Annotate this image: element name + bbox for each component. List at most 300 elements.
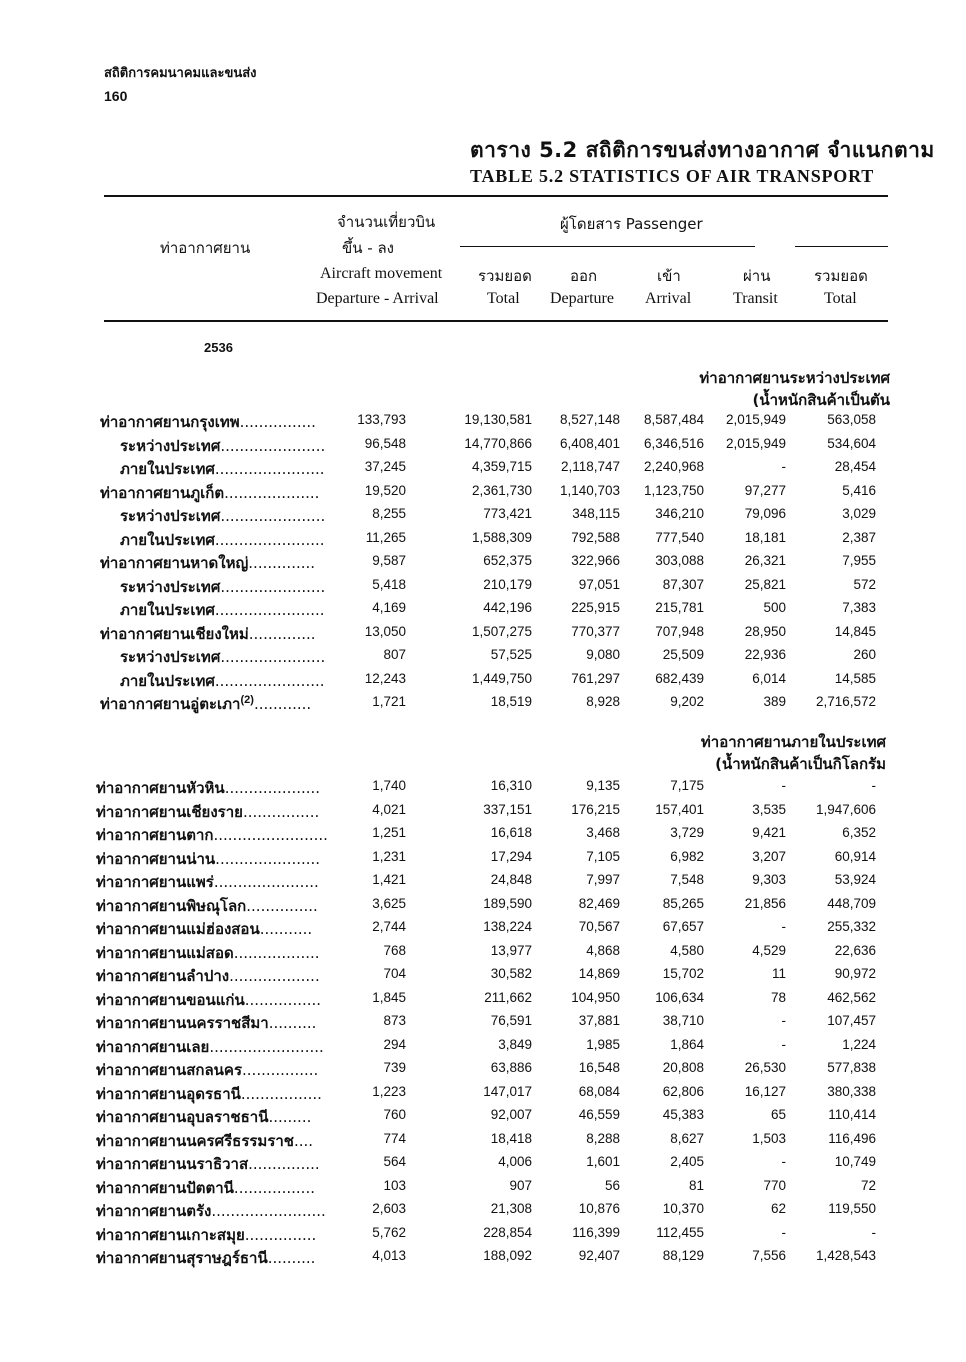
departure-cell: 3,468 (586, 825, 620, 840)
airport-name (96, 847, 320, 871)
airport-name (120, 645, 325, 669)
total-cell: 57,525 (490, 647, 532, 662)
leader-dots: ...................... (215, 849, 321, 868)
airport-name-text: ท่าอากาศยานเลย (96, 1037, 210, 1056)
total-cell: 907 (509, 1177, 532, 1193)
arrival-cell: 8,627 (670, 1130, 704, 1146)
section-international-unit: (น้ำหนักสินค้าเป็นตัน (752, 391, 890, 409)
airport-name (96, 1246, 315, 1270)
arrival-cell: 25,509 (662, 647, 704, 662)
table-top-rule (104, 195, 888, 197)
total-cell: 18,418 (490, 1130, 532, 1146)
movement-cell: 1,845 (372, 989, 406, 1005)
freight-cell: 107,457 (827, 1013, 876, 1028)
departure-cell: 56 (604, 1177, 620, 1193)
leader-dots: ............... (248, 1155, 320, 1173)
footnote-marker: (2) (240, 694, 254, 706)
movement-cell: 564 (383, 1154, 406, 1169)
transit-cell: 65 (770, 1107, 786, 1122)
airport-name (96, 964, 320, 988)
table-row (0, 483, 966, 507)
departure-cell: 92,407 (578, 1248, 620, 1263)
transit-cell: 26,530 (744, 1060, 786, 1075)
airport-name-text: ท่าอากาศยานอุดรธานี (96, 1084, 241, 1103)
departure-cell: 68,084 (578, 1083, 620, 1099)
airport-name-text: ท่าอากาศยานนครราชสีมา (96, 1014, 269, 1032)
movement-cell: 4,013 (372, 1248, 406, 1263)
departure-cell: 7,105 (586, 848, 620, 864)
transit-cell: 62 (770, 1201, 786, 1216)
total-cell: 16,310 (490, 778, 532, 793)
airport-name-text: ท่าอากาศยานเชียงใหม่ (100, 624, 249, 643)
section-domestic-unit: (น้ำหนักสินค้าเป็นกิโลกรัม (715, 755, 886, 773)
airport-name (120, 504, 325, 528)
table-row (0, 506, 966, 530)
airport-name-text: ท่าอากาศยานหาดใหญ่ (100, 554, 249, 572)
freight-cell: 260 (853, 647, 876, 662)
arrival-cell: 67,657 (662, 919, 704, 934)
transit-cell: 9,303 (752, 872, 786, 887)
arrival-cell: 777,540 (655, 529, 704, 545)
section-domestic-title: ท่าอากาศยานภายในประเทศ (700, 733, 886, 751)
departure-cell: 97,051 (578, 576, 620, 592)
header-transit-english: Transit (733, 290, 778, 307)
table-row (0, 919, 966, 943)
movement-cell: 12,243 (364, 670, 406, 686)
freight-cell: 22,636 (834, 942, 876, 958)
movement-cell: 768 (383, 942, 406, 958)
departure-cell: 7,997 (586, 872, 620, 887)
table-row (0, 990, 966, 1014)
airport-name (120, 575, 325, 599)
table-row (0, 1178, 966, 1202)
movement-cell: 1,421 (372, 872, 406, 887)
movement-cell: 96,548 (364, 435, 406, 451)
total-cell: 14,770,866 (464, 435, 532, 451)
table-row (0, 849, 966, 873)
total-cell: 189,590 (483, 895, 532, 911)
header-freight-total-thai: รวมยอด (814, 267, 868, 285)
airport-name-text: ท่าอากาศยานอุบลราชธานี (96, 1108, 269, 1126)
freight-cell: 6,352 (842, 825, 876, 840)
total-cell: 188,092 (483, 1248, 532, 1263)
airport-name-text: ท่าอากาศยานขอนแก่น (96, 990, 245, 1009)
airport-name-text: ท่าอากาศยานเชียงราย (96, 802, 243, 821)
transit-cell: - (781, 1013, 786, 1028)
airport-name (96, 776, 320, 800)
arrival-cell: 15,702 (662, 966, 704, 981)
transit-cell: 11 (771, 966, 786, 981)
airport-name-text: ท่าอากาศยานนราธิวาส (96, 1155, 249, 1173)
movement-cell: 3,625 (372, 895, 406, 911)
transit-cell: 9,421 (752, 825, 786, 840)
leader-dots: ....................... (214, 601, 325, 619)
airport-name-text: ท่าอากาศยานน่าน (96, 849, 216, 868)
movement-cell: 807 (383, 647, 406, 662)
arrival-cell: 157,401 (655, 801, 704, 817)
total-cell: 138,224 (483, 919, 532, 934)
airport-name (100, 692, 311, 716)
total-cell: 13,977 (490, 942, 532, 958)
header-movement-thai-2: ขึ้น - ลง (342, 239, 394, 257)
airport-name (96, 1199, 326, 1223)
departure-cell: 1,140,703 (559, 482, 620, 498)
header-passenger: ผู้โดยสาร Passenger (560, 215, 703, 233)
freight-cell: - (871, 778, 876, 793)
movement-cell: 1,251 (372, 825, 406, 840)
freight-cell: 5,416 (842, 482, 876, 498)
freight-cell: 380,338 (827, 1083, 876, 1099)
transit-cell: 6,014 (752, 670, 786, 686)
freight-cell: 2,387 (842, 529, 876, 545)
departure-cell: 14,869 (578, 966, 620, 981)
airport-name-text: ท่าอากาศยานเกาะสมุย (96, 1225, 245, 1244)
airport-name-text: ท่าอากาศยานภูเก็ต (100, 483, 225, 502)
departure-cell: 82,469 (578, 895, 620, 911)
arrival-cell: 112,455 (656, 1224, 704, 1240)
airport-name (120, 598, 325, 622)
movement-cell: 103 (383, 1177, 406, 1193)
movement-cell: 704 (383, 966, 406, 981)
departure-cell: 1,601 (586, 1154, 620, 1169)
table-row (0, 1060, 966, 1084)
departure-cell: 16,548 (578, 1060, 620, 1075)
airport-name (100, 622, 316, 646)
airport-name (96, 941, 320, 965)
arrival-cell: 8,587,484 (643, 412, 704, 427)
arrival-cell: 7,548 (670, 872, 704, 887)
header-total-english: Total (487, 290, 520, 307)
airport-name-text: ท่าอากาศยานกรุงเทพ (100, 413, 240, 431)
arrival-cell: 85,265 (662, 895, 704, 911)
airport-name-text: ท่าอากาศยานสุราษฎร์ธานี (96, 1249, 268, 1267)
transit-cell: 25,821 (744, 576, 786, 592)
freight-cell: 14,585 (834, 670, 876, 686)
movement-cell: 760 (383, 1107, 406, 1122)
leader-dots: ........................ (211, 1202, 326, 1220)
departure-cell: 8,527,148 (559, 412, 620, 427)
table-row (0, 1248, 966, 1272)
movement-cell: 1,231 (372, 848, 406, 864)
arrival-cell: 3,729 (670, 825, 704, 840)
arrival-cell: 20,808 (662, 1060, 704, 1075)
total-cell: 210,179 (483, 576, 532, 592)
table-row (0, 694, 966, 718)
table-row (0, 577, 966, 601)
airport-name (96, 988, 321, 1012)
departure-cell: 70,567 (578, 919, 620, 934)
leader-dots: ................ (244, 990, 322, 1009)
transit-cell: 78 (770, 989, 786, 1005)
leader-dots: ........................ (213, 826, 328, 844)
movement-cell: 8,255 (372, 506, 406, 521)
movement-cell: 294 (383, 1036, 406, 1052)
header-airport: ท่าอากาศยาน (160, 239, 251, 257)
departure-cell: 2,118,747 (560, 459, 620, 474)
transit-cell: 22,936 (744, 647, 786, 662)
table-header-bottom-rule (104, 320, 888, 322)
movement-cell: 133,793 (357, 412, 406, 427)
movement-cell: 1,721 (372, 694, 406, 709)
airport-name-text: ท่าอากาศยานแพร่ (96, 873, 214, 891)
airport-name-text: ท่าอากาศยานสกลนคร (96, 1061, 243, 1079)
header-movement-english-1: Aircraft movement (320, 265, 443, 282)
movement-cell: 873 (383, 1013, 406, 1028)
movement-cell: 1,740 (372, 778, 406, 793)
freight-cell: 1,947,606 (815, 801, 876, 817)
airport-name (96, 1011, 316, 1035)
airport-name (100, 551, 315, 575)
airport-name-text: ท่าอากาศยานแม่ฮ่องสอน (96, 920, 260, 938)
airport-name (96, 800, 319, 824)
table-row (0, 1037, 966, 1061)
freight-cell: 60,914 (834, 848, 876, 864)
leader-dots: ...................... (220, 648, 326, 666)
total-cell: 147,017 (483, 1083, 532, 1099)
movement-cell: 2,744 (372, 919, 406, 934)
arrival-cell: 9,202 (670, 694, 704, 709)
freight-cell: 255,332 (827, 919, 876, 934)
table-row (0, 872, 966, 896)
airport-name (96, 1223, 316, 1247)
leader-dots: ...................... (220, 507, 326, 525)
freight-cell: 90,972 (834, 966, 876, 981)
airport-name-text: ระหว่างประเทศ (120, 577, 221, 596)
arrival-cell: 87,307 (662, 576, 704, 592)
transit-cell: - (781, 1154, 786, 1169)
total-cell: 21,308 (490, 1201, 532, 1216)
movement-cell: 5,762 (372, 1224, 406, 1240)
airport-name (100, 481, 319, 505)
transit-cell: 16,127 (744, 1083, 786, 1099)
departure-cell: 37,881 (578, 1013, 620, 1028)
transit-cell: - (781, 919, 786, 934)
transit-cell: 79,096 (744, 506, 786, 521)
freight-cell: 72 (860, 1177, 876, 1193)
leader-dots: .................... (224, 779, 321, 797)
table-row (0, 1084, 966, 1108)
arrival-cell: 707,948 (655, 623, 704, 639)
transit-cell: 7,556 (752, 1248, 786, 1263)
transit-cell: - (781, 1036, 786, 1052)
header-departure-english: Departure (550, 290, 614, 307)
header-movement-thai-1: จำนวนเที่ยวบิน (337, 213, 436, 231)
table-row (0, 1225, 966, 1249)
departure-cell: 792,588 (571, 529, 620, 545)
movement-cell: 9,587 (372, 553, 406, 568)
table-row (0, 1013, 966, 1037)
leader-dots: .... (293, 1131, 314, 1150)
total-cell: 76,591 (490, 1013, 532, 1028)
movement-cell: 19,520 (364, 482, 406, 498)
freight-cell: - (871, 1224, 876, 1240)
departure-cell: 770,377 (571, 623, 620, 639)
total-cell: 17,294 (490, 848, 532, 864)
arrival-cell: 88,129 (662, 1248, 704, 1263)
arrival-cell: 4,580 (670, 942, 704, 958)
transit-cell: 2,015,949 (725, 435, 786, 451)
departure-cell: 225,915 (571, 600, 620, 615)
airport-name-text: ภายในประเทศ (120, 530, 215, 549)
freight-cell: 2,716,572 (815, 694, 876, 709)
leader-dots: ......... (268, 1108, 312, 1126)
transit-cell: 1,503 (752, 1130, 786, 1146)
table-row (0, 436, 966, 460)
airport-name-text: ระหว่างประเทศ (120, 648, 221, 666)
movement-cell: 11,265 (365, 529, 406, 545)
freight-cell: 10,749 (834, 1154, 876, 1169)
table-title-thai: ตาราง 5.2 สถิติการขนส่งทางอากาศ จำแนกตาม (470, 138, 935, 162)
leader-dots: ....................... (214, 460, 325, 478)
table-title-english: TABLE 5.2 STATISTICS OF AIR TRANSPORT (470, 166, 875, 186)
movement-cell: 37,245 (364, 459, 406, 474)
leader-dots: ........... (259, 920, 313, 938)
total-cell: 1,449,750 (471, 670, 532, 686)
leader-dots: ................ (242, 1061, 319, 1079)
transit-cell: 28,950 (744, 623, 786, 639)
freight-underline (795, 246, 888, 247)
page-number: 160 (104, 88, 128, 104)
arrival-cell: 106,634 (655, 989, 704, 1005)
leader-dots: ....................... (214, 671, 325, 690)
freight-cell: 7,383 (842, 600, 876, 615)
airport-name-text: ภายในประเทศ (120, 460, 215, 478)
airport-name-text: ระหว่างประเทศ (120, 436, 221, 455)
leader-dots: ...................... (220, 436, 326, 455)
section-international-title: ท่าอากาศยานระหว่างประเทศ (699, 369, 890, 387)
arrival-cell: 38,710 (662, 1013, 704, 1028)
total-cell: 19,130,581 (464, 412, 532, 427)
airport-name (120, 669, 325, 693)
freight-cell: 7,955 (842, 553, 876, 568)
transit-cell: 3,207 (752, 848, 786, 864)
year-label: 2536 (204, 340, 233, 355)
transit-cell: 97,277 (744, 482, 786, 498)
table-row (0, 1131, 966, 1155)
leader-dots: .............. (248, 624, 316, 643)
leader-dots: .................. (233, 943, 320, 962)
airport-name (96, 1152, 320, 1176)
table-row (0, 624, 966, 648)
airport-name-text: ท่าอากาศยานลำปาง (96, 967, 230, 985)
leader-dots: ....................... (214, 530, 325, 549)
airport-name (96, 917, 312, 941)
airport-name-text: ท่าอากาศยานพิษณุโลก (96, 896, 247, 915)
total-cell: 228,854 (483, 1224, 532, 1240)
arrival-cell: 6,982 (670, 848, 704, 864)
table-row (0, 459, 966, 483)
leader-dots: ............... (244, 1225, 317, 1244)
total-cell: 3,849 (498, 1036, 532, 1052)
freight-cell: 448,709 (827, 895, 876, 911)
leader-dots: ............ (253, 695, 312, 713)
airport-name (96, 1035, 324, 1059)
freight-cell: 53,924 (834, 872, 876, 887)
total-cell: 4,359,715 (471, 459, 532, 474)
departure-cell: 46,559 (578, 1107, 620, 1122)
departure-cell: 761,297 (571, 670, 620, 686)
departure-cell: 9,080 (586, 647, 620, 662)
table-row (0, 553, 966, 577)
airport-name-text: ภายในประเทศ (120, 671, 215, 690)
leader-dots: ...................... (213, 873, 319, 891)
table-row (0, 1107, 966, 1131)
freight-cell: 1,428,543 (815, 1248, 876, 1263)
running-title: สถิติการคมนาคมและขนส่ง (104, 65, 257, 80)
airport-name (96, 823, 328, 847)
header-movement-english-2: Departure - Arrival (316, 290, 439, 307)
transit-cell: - (781, 1224, 786, 1240)
transit-cell: 3,535 (752, 801, 786, 817)
airport-name-text: ระหว่างประเทศ (120, 507, 221, 525)
total-cell: 18,519 (490, 694, 532, 709)
table-row (0, 896, 966, 920)
total-cell: 16,618 (490, 825, 532, 840)
table-row (0, 647, 966, 671)
airport-name (96, 1058, 318, 1082)
leader-dots: ................. (240, 1084, 322, 1103)
leader-dots: .................... (224, 483, 320, 502)
leader-dots: ...................... (220, 577, 326, 596)
table-row (0, 1154, 966, 1178)
table-row (0, 825, 966, 849)
departure-cell: 8,928 (586, 694, 620, 709)
departure-cell: 116,399 (572, 1224, 620, 1240)
movement-cell: 2,603 (372, 1201, 406, 1216)
table-row (0, 966, 966, 990)
table-row (0, 671, 966, 695)
table-row (0, 802, 966, 826)
leader-dots: ................. (233, 1178, 315, 1197)
departure-cell: 348,115 (572, 506, 620, 521)
movement-cell: 1,223 (372, 1083, 406, 1099)
airport-name (120, 528, 325, 552)
total-cell: 92,007 (490, 1107, 532, 1122)
table-row (0, 778, 966, 802)
total-cell: 1,507,275 (471, 623, 532, 639)
table-row (0, 530, 966, 554)
arrival-cell: 2,240,968 (643, 459, 704, 474)
departure-cell: 9,135 (586, 778, 620, 793)
freight-cell: 3,029 (842, 506, 876, 521)
total-cell: 337,151 (483, 801, 532, 817)
arrival-cell: 6,346,516 (643, 435, 704, 451)
total-cell: 1,588,309 (471, 529, 532, 545)
airport-name (96, 1082, 322, 1106)
header-arrival-thai: เข้า (657, 267, 681, 285)
airport-name-text: ท่าอากาศยานแม่สอด (96, 943, 234, 962)
airport-name (100, 410, 316, 434)
airport-name (96, 1105, 311, 1129)
arrival-cell: 682,439 (655, 670, 704, 686)
transit-cell: 4,529 (752, 942, 786, 958)
total-cell: 24,848 (490, 872, 532, 887)
leader-dots: ........................ (209, 1037, 324, 1056)
arrival-cell: 346,210 (655, 506, 704, 521)
airport-name-text: ท่าอากาศยานนครศรีธรรมราช (96, 1131, 294, 1150)
freight-cell: 28,454 (834, 459, 876, 474)
airport-name (120, 434, 325, 458)
total-cell: 442,196 (483, 600, 532, 615)
header-departure-thai: ออก (570, 267, 598, 285)
freight-cell: 534,604 (827, 435, 876, 451)
arrival-cell: 1,864 (670, 1036, 704, 1052)
transit-cell: 2,015,949 (725, 412, 786, 427)
departure-cell: 4,868 (586, 942, 620, 958)
freight-cell: 563,058 (827, 412, 876, 427)
freight-cell: 577,838 (827, 1060, 876, 1075)
airport-name-text: ท่าอากาศยานอู่ตะเภา (100, 695, 241, 713)
